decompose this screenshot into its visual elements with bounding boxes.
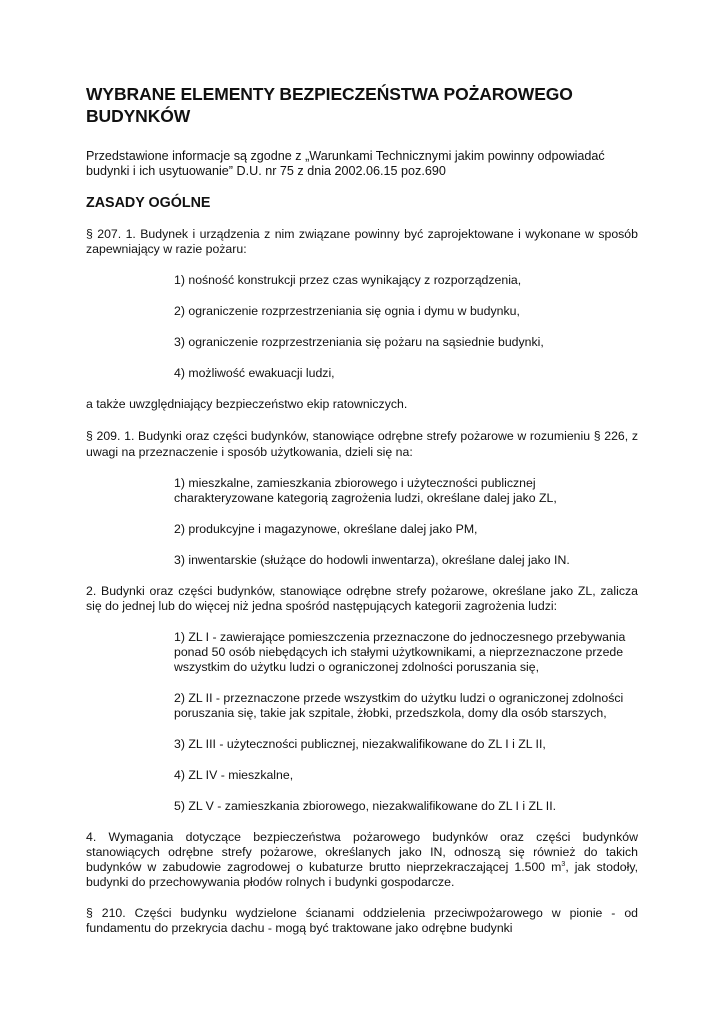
intro-paragraph: Przedstawione informacje są zgodne z „Warunkami Technicznymi jakim powinny odpowiadać budynki i ich usytuowanie” D.U. nr 75 z dnia 2002.06.15 poz.690 (86, 149, 605, 178)
list-item: 3) inwentarskie (służące do hodowli inwentarza), określane dalej jako IN. (174, 553, 570, 567)
paragraph-209-2: 2. Budynki oraz części budynków, stanowiące odrębne strefy pożarowe, określane jako ZL, zalicza się do jednej lub do więcej niż jedna spośród następujących kategorii zagrożenia ludzi: (86, 584, 638, 613)
paragraph-209-4-text: 4. Wymagania dotyczące bezpieczeństwa pożarowego budynków oraz części budynków stanowiących odrębne strefy pożarowe, określanych jako IN, odnoszą się również do takich budynków w zabudowie zagrodowej o kubaturze brutto nieprzekraczającej 1.500 m (86, 830, 638, 874)
document-title: WYBRANE ELEMENTY BEZPIECZEŃSTWA POŻAROWEGO BUDYNKÓW (86, 84, 573, 126)
paragraph-209-4-text-end: , jak stodoły, budynki do przechowywania płodów rolnych i budynki gospodarcze. (86, 860, 639, 889)
paragraph-210: § 210. Części budynku wydzielone ścianami oddzielenia przeciwpożarowego w pionie - od fundamentu do przekrycia dachu - mogą być traktowane jako odrębne budynki (86, 906, 638, 935)
list-item: 2) ZL II - przeznaczone przede wszystkim do użytku ludzi o ograniczonej zdolności poruszania się, takie jak szpitale, żłobki, przedszkola, domy dla osób starszych, (174, 691, 624, 720)
list-item: 3) ZL III - użyteczności publicznej, niezakwalifikowane do ZL I i ZL II, (174, 737, 546, 751)
paragraph-207: § 207. 1. Budynek i urządzenia z nim związane powinny być zaprojektowane i wykonane w sposób zapewniający w razie pożaru: (86, 227, 638, 256)
list-item: 5) ZL V - zamieszkania zbiorowego, niezakwalifikowane do ZL I i ZL II. (174, 799, 557, 813)
list-item: 1) ZL I - zawierające pomieszczenia przeznaczone do jednoczesnego przebywania ponad 50 osób niebędących ich stałymi użytkownikami, a nieprzeznaczone przede wszystkim do użytku ludzi o ograniczonej zdolności poruszania się, (174, 630, 626, 674)
paragraph-209-4 (86, 830, 638, 890)
list-item: 4) możliwość ewakuacji ludzi, (174, 366, 335, 380)
list-item: 1) nośność konstrukcji przez czas wynikający z rozporządzenia, (174, 273, 522, 287)
section-heading: ZASADY OGÓLNE (86, 195, 211, 211)
list-item: 3) ograniczenie rozprzestrzeniania się pożaru na sąsiednie budynki, (174, 335, 544, 349)
list-item: 4) ZL IV - mieszkalne, (174, 768, 294, 782)
list-item: 1) mieszkalne, zamieszkania zbiorowego i użyteczności publicznej charakteryzowane kategorią zagrożenia ludzi, określane dalej jako ZL, (174, 476, 557, 505)
list-item: 2) produkcyjne i magazynowe, określane dalej jako PM, (174, 522, 478, 536)
list-item: 2) ograniczenie rozprzestrzeniania się ognia i dymu w budynku, (174, 304, 520, 318)
superscript: 3 (561, 860, 566, 868)
paragraph-209-1: § 209. 1. Budynki oraz części budynków, stanowiące odrębne strefy pożarowe w rozumieniu § 226, z uwagi na przeznaczenie i sposób użytkowania, dzieli się na: (86, 429, 638, 459)
paragraph-207-closing: a także uwzględniający bezpieczeństwo ekip ratowniczych. (86, 397, 408, 411)
